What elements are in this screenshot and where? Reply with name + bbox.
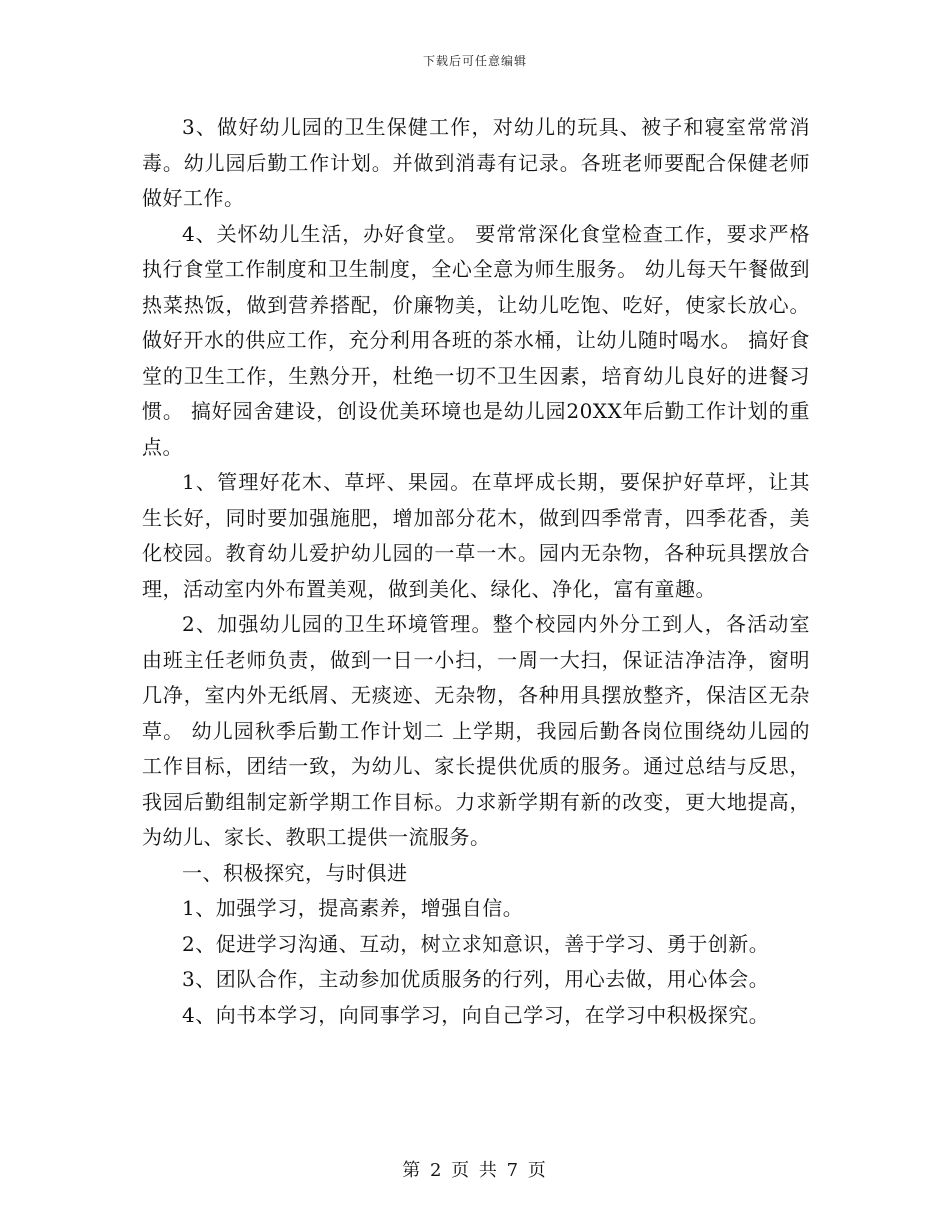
list-item-communication: 2、促进学习沟通、互动，树立求知意识，善于学习、勇于创新。: [182, 931, 770, 956]
list-item-teamwork: 3、团队合作，主动参加优质服务的行列，用心去做，用心体会。: [182, 967, 770, 991]
paragraph-greenery: 1、管理好花木、草坪、果园。在草坪成长期，要保护好草坪，让其生长好，同时要加强施肥，增加部分花木，做到四季常青，四季花香，美化校园。教育幼儿爱护幼儿园的一草一木。园内无杂物，各种玩具摆放合理，活动室内外布置美观，做到美化、绿化、净化，富有童趣。: [142, 470, 810, 601]
paragraph-hygiene-health: 3、做好幼儿园的卫生保健工作，对幼儿的玩具、被子和寝室常常消毒。幼儿园后勤工作计划。并做到消毒有记录。各班老师要配合保健老师做好工作。: [142, 115, 810, 210]
list-item-learn-from: 4、向书本学习，向同事学习，向自己学习，在学习中积极探究。: [182, 1002, 770, 1027]
page-number-footer: 第 2 页 共 7 页: [402, 1160, 548, 1181]
document-body: [142, 110, 810, 1033]
paragraph-environment: 2、加强幼儿园的卫生环境管理。整个校园内外分工到人，各活动室由班主任老师负责，做到一日一小扫，一周一大扫，保证洁净洁净，窗明几净，室内外无纸屑、无痰迹、无杂物，各种用具摆放整齐，保洁区无杂草。 幼儿园秋季后勤工作计划二 上学期，我园后勤各岗位围绕幼儿园的工作目标，团结一致，为幼儿、家长提供优质的服务。通过总结与反思，我园后勤组制定新学期工作目标。力求新学期有新的改变，更大地提高，为幼儿、家长、教职工提供一流服务。: [142, 612, 810, 849]
paragraph-canteen: 4、关怀幼儿生活，办好食堂。 要常常深化食堂检查工作，要求严格执行食堂工作制度和卫生制度，全心全意为师生服务。 幼儿每天午餐做到热菜热饭，做到营养搭配，价廉物美，让幼儿吃饱、吃好，使家长放心。 做好开水的供应工作，充分利用各班的茶水桶，让幼儿随时喝水。 搞好食堂的卫生工作，生熟分开，杜绝一切不卫生因素，培育幼儿良好的进餐习惯。 搞好园舍建设，创设优美环境也是幼儿园20XX年后勤工作计划的重点。: [142, 221, 810, 459]
page-header-note: 下载后可任意编辑: [422, 54, 527, 68]
section-heading-explore: 一、积极探究，与时俱进: [182, 860, 408, 885]
list-item-study: 1、加强学习，提高素养，增强自信。: [182, 896, 524, 920]
